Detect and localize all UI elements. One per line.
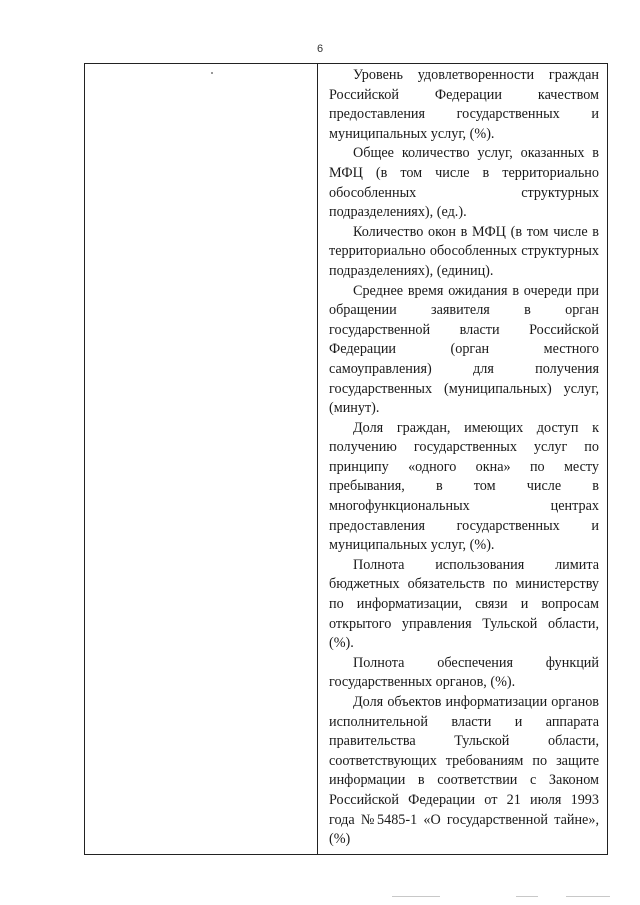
- scan-artifact: [566, 896, 610, 897]
- indicators-table: [84, 63, 608, 855]
- indicator-paragraph: Полнота обеспечения функций государственных органов, (%).: [329, 654, 599, 691]
- indicator-paragraph: Общее количество услуг, оказанных в МФЦ (в том числе в территориально обособленных структурных подразделениях), (ед.).: [329, 145, 599, 221]
- page-number: 6: [316, 43, 324, 55]
- scan-artifact: [392, 896, 440, 897]
- left-cell: [85, 64, 318, 855]
- indicator-paragraph: Доля граждан, имеющих доступ к получению государственных услуг по принципу «одного окна» по месту пребывания, в том числе в многофункциональных центрах предоставления государственных и муниципальных услуг, (%).: [329, 419, 599, 554]
- table-row: [85, 64, 608, 855]
- scan-artifact: [516, 896, 538, 897]
- indicator-paragraph: Среднее время ожидания в очереди при обращении заявителя в орган государственной власти Российской Федерации (орган местного самоуправления) для получения государственных (муниципальных) услуг, (минут).: [329, 282, 599, 417]
- indicator-paragraph: Доля объектов информатизации органов исполнительной власти и аппарата правительства Тульской области, соответствующих требованиям по защите информации в соответствии с Законом Российской Федерации от 21 июля 1993 года №5485-1 «О государственной тайне», (%): [329, 694, 599, 848]
- indicator-paragraph: Полнота использования лимита бюджетных обязательств по министерству по информатизации, связи и вопросам открытого управления Тульской области, (%).: [329, 556, 599, 652]
- scan-speck: [211, 72, 213, 74]
- indicator-paragraph: Количество окон в МФЦ (в том числе в территориально обособленных структурных подразделениях), (единиц).: [329, 223, 599, 279]
- right-cell: [318, 64, 608, 855]
- indicator-paragraph: Уровень удовлетворенности граждан Российской Федерации качеством предоставления государственных и муниципальных услуг, (%).: [329, 67, 599, 142]
